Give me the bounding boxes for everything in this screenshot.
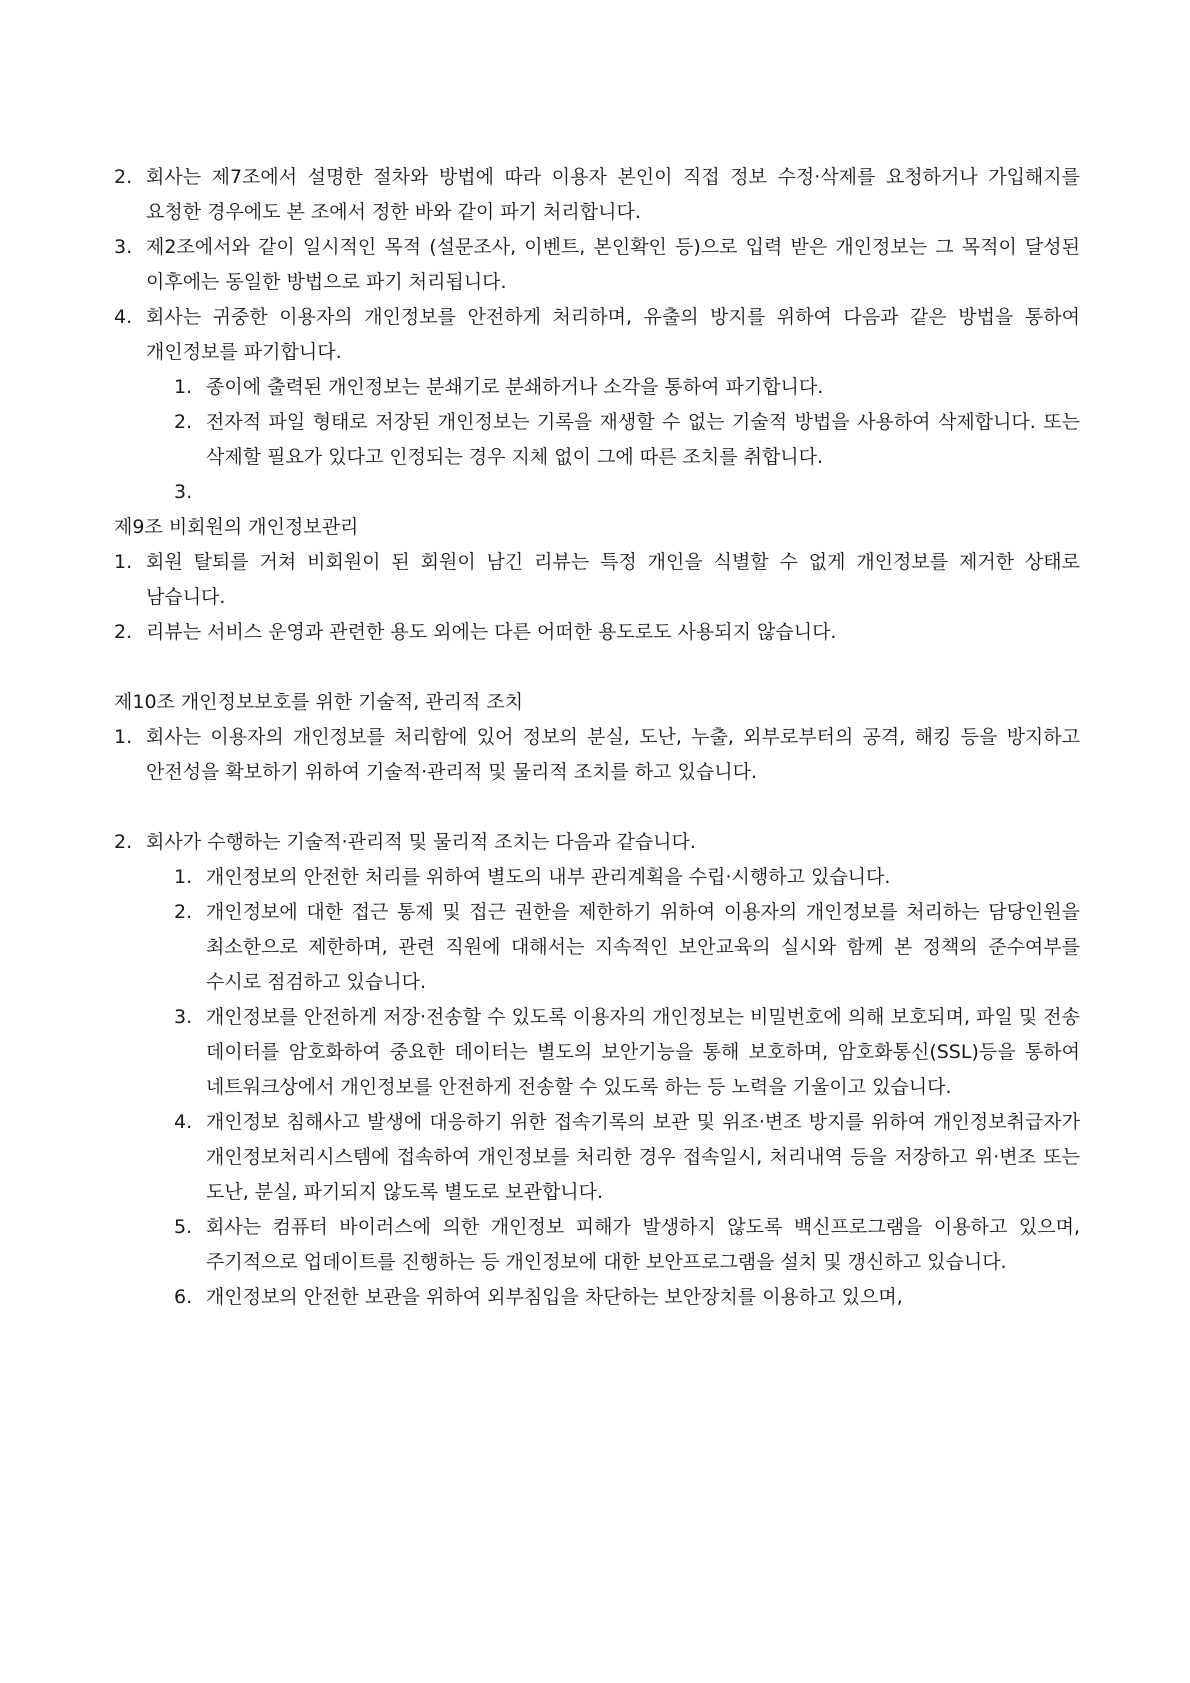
item-text: 회사는 이용자의 개인정보를 처리함에 있어 정보의 분실, 도난, 누출, 외부로부터의 공격, 해킹 등을 방지하고 안전성을 확보하기 위하여 기술적·관리적 및 물리적 조치를 하고 있습니다. [146,726,1080,783]
item-text: 회사는 컴퓨터 바이러스에 의한 개인정보 피해가 발생하지 않도록 백신프로그램을 이용하고 있으며, 주기적으로 업데이트를 진행하는 등 개인정보에 대한 보안프로그램을 설치 및 갱신하고 있습니다. [206,1216,1080,1273]
item-text: 개인정보의 안전한 보관을 위하여 외부침입을 차단하는 보안장치를 이용하고 있으며, [206,1286,903,1308]
item-number: 1. [174,376,193,398]
sub-list-item [174,1105,1080,1210]
item-number: 5. [174,1216,193,1238]
list-item [114,615,1080,650]
sub-list-item [174,1280,1080,1315]
spacer [114,790,1080,825]
sub-list-item [174,475,1080,510]
item-number: 4. [114,306,133,328]
sub-list-item [174,895,1080,1000]
list-item [114,300,1080,370]
item-number: 6. [174,1286,193,1308]
item-text: 개인정보에 대한 접근 통제 및 접근 권한을 제한하기 위하여 이용자의 개인정보를 처리하는 담당인원을 최소한으로 제한하며, 관련 직원에 대해서는 지속적인 보안교육의 실시와 함께 본 정책의 준수여부를 수시로 점검하고 있습니다. [206,901,1080,993]
sub-list-item [174,405,1080,475]
list-item [114,230,1080,300]
item-number: 3. [174,481,193,503]
item-text: 리뷰는 서비스 운영과 관련한 용도 외에는 다른 어떠한 용도로도 사용되지 않습니다. [146,621,837,643]
item-number: 3. [174,1006,193,1028]
sub-list-item [174,1210,1080,1280]
sub-list-item [174,860,1080,895]
spacer [114,650,1080,685]
section-heading-10: 제10조 개인정보보호를 위한 기술적, 관리적 조치 [114,691,524,713]
item-number: 2. [174,411,193,433]
sub-list-item [174,1000,1080,1105]
item-text: 회원 탈퇴를 거쳐 비회원이 된 회원이 남긴 리뷰는 특정 개인을 식별할 수 없게 개인정보를 제거한 상태로 남습니다. [146,551,1080,608]
item-text: 전자적 파일 형태로 저장된 개인정보는 기록을 재생할 수 없는 기술적 방법을 사용하여 삭제합니다. 또는 삭제할 필요가 있다고 인정되는 경우 지체 없이 그에 따른 조치를 취합니다. [206,411,1080,468]
item-text: 회사는 제7조에서 설명한 절차와 방법에 따라 이용자 본인이 직접 정보 수정·삭제를 요청하거나 가입해지를 요청한 경우에도 본 조에서 정한 바와 같이 파기 처리합니다. [146,166,1080,223]
list-item [114,825,1080,860]
item-text: 개인정보 침해사고 발생에 대응하기 위한 접속기록의 보관 및 위조·변조 방지를 위하여 개인정보취급자가 개인정보처리시스템에 접속하여 개인정보를 처리한 경우 접속일시, 처리내역 등을 저장하고 위·변조 또는 도난, 분실, 파기되지 않도록 별도로 보관합니다. [206,1111,1080,1203]
item-text: 종이에 출력된 개인정보는 분쇄기로 분쇄하거나 소각을 통하여 파기합니다. [206,376,824,398]
item-number: 2. [174,901,193,923]
sub-list-item [174,370,1080,405]
item-text: 개인정보를 안전하게 저장·전송할 수 있도록 이용자의 개인정보는 비밀번호에 의해 보호되며, 파일 및 전송 데이터를 암호화하여 중요한 데이터는 별도의 보안기능을 통해 보호하며, 암호화통신(SSL)등을 통하여 네트워크상에서 개인정보를 안전하게 전송할 수 있도록 하는 등 노력을 기울이고 있습니다. [206,1006,1080,1098]
item-text: 회사가 수행하는 기술적·관리적 및 물리적 조치는 다음과 같습니다. [146,831,696,853]
list-item [114,545,1080,615]
item-text: 개인정보의 안전한 처리를 위하여 별도의 내부 관리계획을 수립·시행하고 있습니다. [206,866,891,888]
item-number: 1. [114,726,133,748]
item-number: 2. [114,831,133,853]
list-item [114,720,1080,790]
list-item [114,160,1080,230]
item-number: 3. [114,236,133,258]
section-heading-9: 제9조 비회원의 개인정보관리 [114,516,359,538]
item-number: 4. [174,1111,193,1133]
item-text: 회사는 귀중한 이용자의 개인정보를 안전하게 처리하며, 유출의 방지를 위하여 다음과 같은 방법을 통하여 개인정보를 파기합니다. [146,306,1080,363]
item-number: 1. [114,551,133,573]
item-number: 1. [174,866,193,888]
item-number: 2. [114,621,133,643]
item-number: 2. [114,166,133,188]
item-text: 제2조에서와 같이 일시적인 목적 (설문조사, 이벤트, 본인확인 등)으로 입력 받은 개인정보는 그 목적이 달성된 이후에는 동일한 방법으로 파기 처리됩니다. [146,236,1080,293]
